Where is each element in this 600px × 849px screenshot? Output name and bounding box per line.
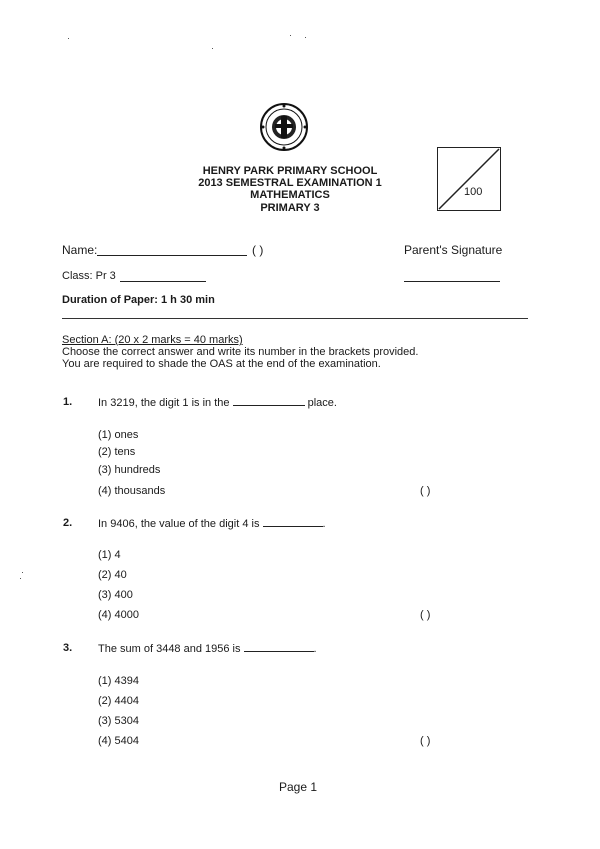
option: (4) thousands bbox=[98, 485, 166, 497]
option: (1) 4 bbox=[98, 549, 121, 561]
option: (3) 5304 bbox=[98, 715, 139, 727]
option: (1) 4394 bbox=[98, 675, 139, 687]
question-text: The sum of 3448 and 1956 is . bbox=[98, 643, 317, 655]
option: (4) 5404 bbox=[98, 735, 139, 747]
section-instruction-2: You are required to shade the OAS at the end of the examination. bbox=[62, 358, 381, 370]
question-number: 1. bbox=[63, 396, 73, 408]
answer-blank bbox=[263, 517, 323, 527]
option: (3) 400 bbox=[98, 589, 133, 601]
duration-text: Duration of Paper: 1 h 30 min bbox=[62, 294, 215, 306]
name-field[interactable] bbox=[97, 255, 247, 256]
section-title: Section A: (20 x 2 marks = 40 marks) bbox=[62, 334, 243, 346]
school-name: HENRY PARK PRIMARY SCHOOL bbox=[202, 165, 378, 177]
question-number: 2. bbox=[63, 517, 73, 529]
class-label: Class: Pr 3 bbox=[62, 270, 116, 282]
option: (2) 4404 bbox=[98, 695, 139, 707]
exam-title: 2013 SEMESTRAL EXAMINATION 1 bbox=[198, 177, 382, 189]
class-field[interactable] bbox=[120, 281, 206, 282]
question-text: In 9406, the value of the digit 4 is . bbox=[98, 518, 326, 530]
parent-signature-label: Parent's Signature bbox=[404, 243, 503, 257]
question-number: 3. bbox=[63, 642, 73, 654]
answer-blank bbox=[233, 396, 305, 406]
name-label: Name: bbox=[62, 243, 98, 257]
page-number: Page 1 bbox=[278, 780, 318, 794]
divider bbox=[62, 318, 528, 319]
answer-blank bbox=[244, 642, 314, 652]
option: (4) 4000 bbox=[98, 609, 139, 621]
score-box bbox=[437, 147, 501, 211]
index-bracket: ( ) bbox=[252, 243, 264, 257]
option: (3) hundreds bbox=[98, 464, 161, 476]
option: (2) 40 bbox=[98, 569, 127, 581]
school-crest-icon bbox=[259, 102, 309, 152]
answer-bracket[interactable]: ( ) bbox=[420, 735, 431, 747]
answer-bracket[interactable]: ( ) bbox=[420, 485, 431, 497]
parent-signature-line[interactable] bbox=[404, 281, 500, 282]
subject-title: MATHEMATICS bbox=[250, 189, 330, 201]
section-instruction-1: Choose the correct answer and write its number in the brackets provided. bbox=[62, 346, 419, 358]
score-total: 100 bbox=[464, 186, 483, 198]
level-title: PRIMARY 3 bbox=[260, 202, 320, 214]
question-text: In 3219, the digit 1 is in the place. bbox=[98, 397, 337, 409]
option: (1) ones bbox=[98, 429, 139, 441]
option: (2) tens bbox=[98, 446, 136, 458]
answer-bracket[interactable]: ( ) bbox=[420, 609, 431, 621]
